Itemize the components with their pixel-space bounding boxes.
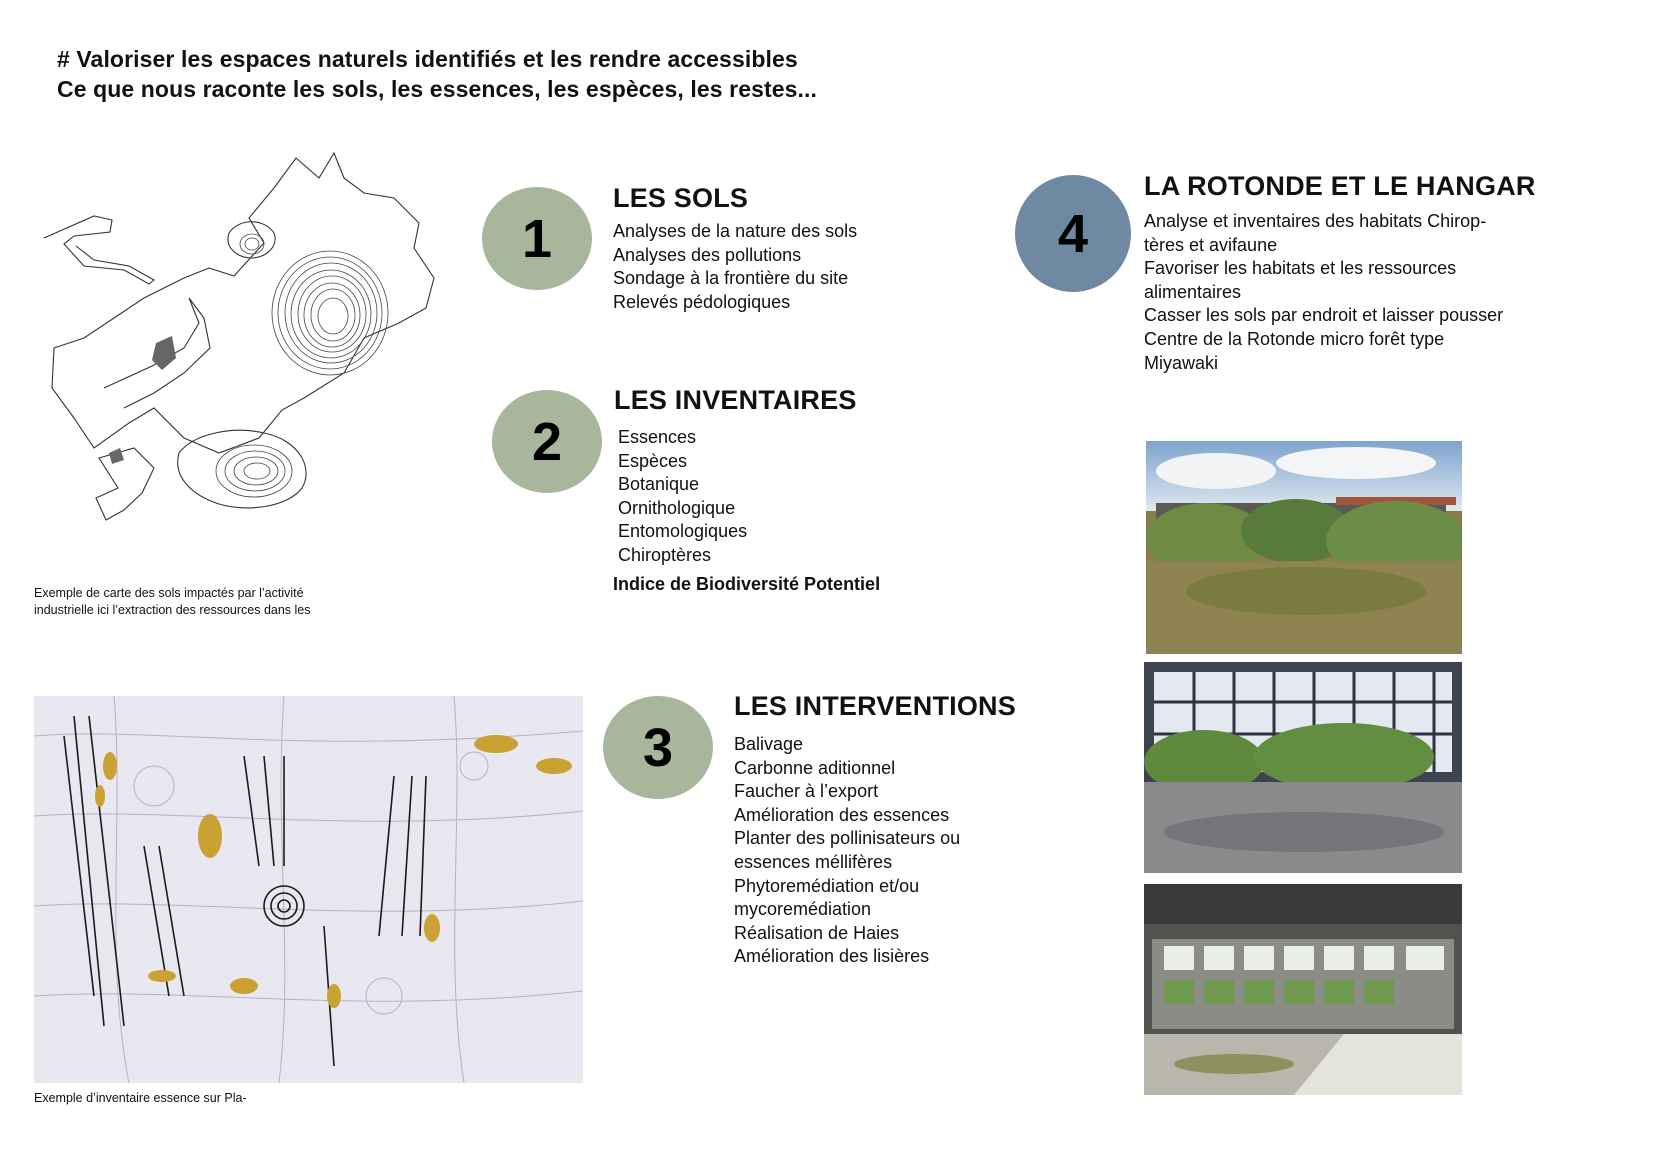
list-item: Analyse et inventaires des habitats Chirop- [1144, 211, 1487, 231]
title-line-2: Ce que nous raconte les sols, les essences, les espèces, les restes... [57, 76, 818, 102]
list-item: Favoriser les habitats et les ressources [1144, 258, 1457, 279]
list-item: Planter des pollinisateurs ou [734, 828, 961, 849]
section-3-number-circle [603, 696, 713, 799]
list-item: Réalisation de Haies [734, 922, 900, 943]
section-3-list [734, 733, 960, 969]
list-item: Analyses de la nature des sols [613, 221, 858, 241]
list-item: Sondage à la frontière du site [613, 268, 849, 289]
section-4-number: 4 [1057, 203, 1089, 264]
section-1-title: LES SOLS [613, 183, 749, 213]
section-1-list [613, 220, 857, 314]
list-item: mycoremédiation [734, 899, 872, 920]
hangar-windows-image [1144, 662, 1462, 873]
hangar-windows-photo [1144, 662, 1462, 873]
section-2-number: 2 [531, 411, 563, 472]
list-item: Casser les sols par endroit et laisser pousser [1144, 305, 1504, 326]
list-item: Chiroptères [618, 544, 712, 565]
list-item: Espèces [618, 450, 688, 471]
section-2-title: LES INVENTAIRES [614, 385, 857, 415]
section-4-number-circle [1015, 175, 1131, 292]
rotonde-interior-image [1144, 884, 1462, 1095]
list-item: Relevés pédologiques [613, 291, 791, 312]
rotonde-interior-photo [1144, 884, 1462, 1095]
page-title [57, 44, 1057, 104]
list-item: essences méllifères [734, 851, 893, 872]
list-item: Essences [618, 427, 697, 447]
list-item: Phytoremédiation et/ou [734, 875, 920, 896]
list-item: Botanique [618, 474, 700, 495]
section-4-title: LA ROTONDE ET LE HANGAR [1144, 171, 1536, 201]
list-item: Carbonne aditionnel [734, 757, 896, 778]
inventory-drawing-figure [34, 696, 583, 1083]
soil-map-figure [34, 148, 494, 578]
soil-map-drawing [34, 148, 494, 578]
list-item: Centre de la Rotonde micro forêt type [1144, 328, 1445, 349]
section-1-number-circle [482, 187, 592, 290]
list-item: Amélioration des essences [734, 804, 950, 825]
section-3-number: 3 [642, 717, 674, 778]
list-item: Entomologiques [618, 521, 748, 542]
section-2-list [618, 426, 747, 568]
soil-map-caption [34, 585, 414, 619]
soil-map-caption-line-1: Exemple de carte des sols impactés par l’activité [34, 586, 304, 600]
section-1-number: 1 [521, 208, 553, 269]
list-item: Miyawaki [1144, 352, 1219, 373]
list-item: Analyses des pollutions [613, 244, 802, 265]
section-4-list [1144, 210, 1503, 375]
list-item: Amélioration des lisières [734, 946, 930, 967]
list-item: tères et avifaune [1144, 234, 1278, 255]
inventory-sketch [34, 696, 583, 1083]
title-line-1: # Valoriser les espaces naturels identifiés et les rendre accessibles [57, 46, 798, 72]
list-item: Faucher à l’export [734, 781, 879, 802]
soil-map-caption-line-2: industrielle ici l’extraction des ressources dans les [34, 603, 311, 617]
rotonde-overgrown-photo [1146, 441, 1462, 654]
section-3-title: LES INTERVENTIONS [734, 691, 1016, 721]
inventory-caption: Exemple d’inventaire essence sur Pla- [34, 1091, 247, 1105]
list-item: alimentaires [1144, 281, 1242, 302]
list-item: Ornithologique [618, 497, 736, 518]
biodiversity-index-label: Indice de Biodiversité Potentiel [613, 574, 881, 594]
section-2-number-circle [492, 390, 602, 493]
list-item: Balivage [734, 734, 804, 754]
rotonde-overgrown-image [1146, 441, 1462, 654]
